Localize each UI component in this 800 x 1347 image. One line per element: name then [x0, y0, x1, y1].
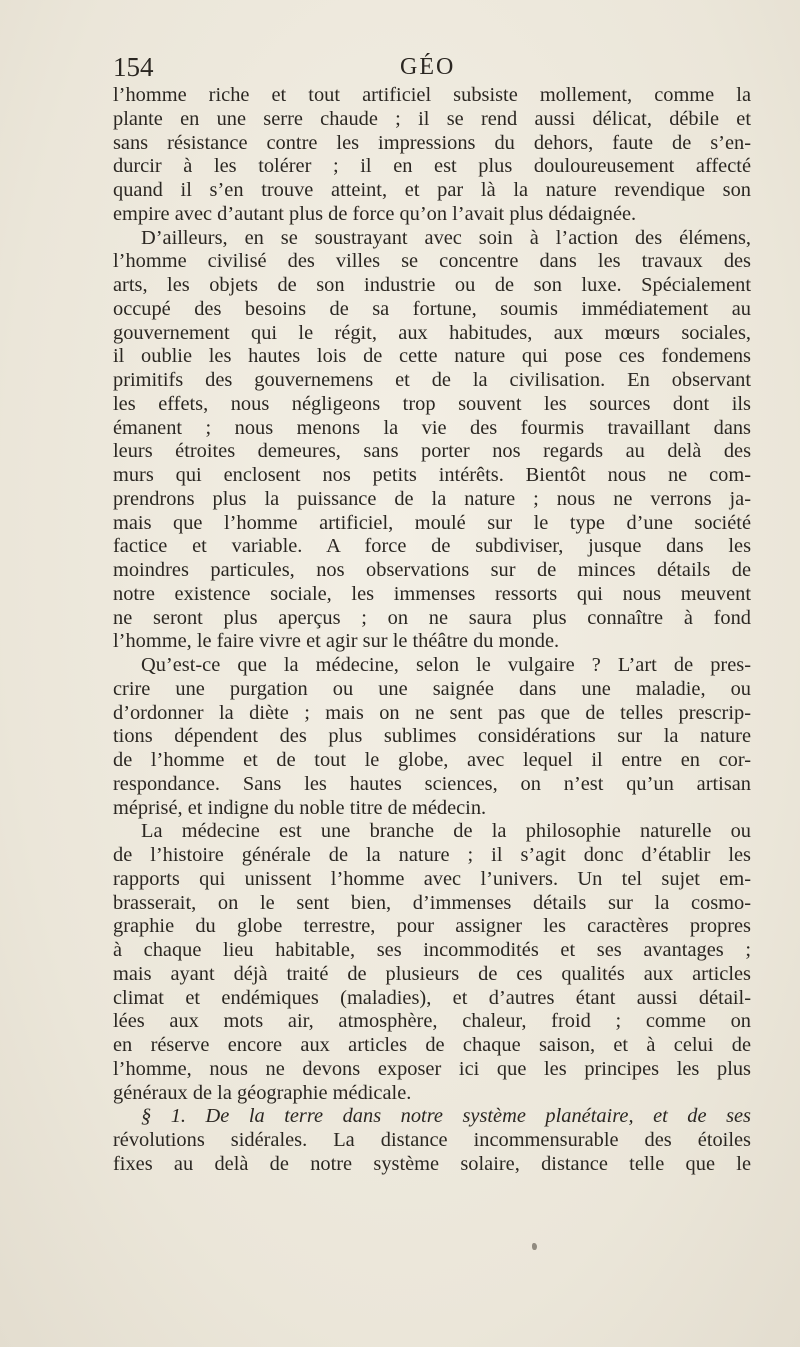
text-line: méprisé, et indigne du noble titre de médecin. [113, 796, 487, 819]
body-text [113, 84, 751, 1177]
text-line: brasserait, on le sent bien, d’immenses détails sur la cosmo- [113, 891, 751, 914]
text-line: fixes au delà de notre système solaire, distance telle que le [113, 1152, 751, 1175]
text-line: émanent ; nous menons la vie des fourmis travaillant dans [113, 416, 751, 439]
text-line: leurs étroites demeures, sans porter nos regards au delà des [113, 440, 751, 463]
text-line: ne seront plus aperçus ; on ne saura plus connaître à fond [113, 606, 751, 629]
text-line: sans résistance contre les impressions du dehors, faute de s’en- [113, 131, 751, 154]
text-line: empire avec d’autant plus de force qu’on l’avait plus dédaignée. [113, 202, 637, 225]
text-line: révolutions sidérales. La distance incommensurable des étoiles [113, 1129, 751, 1151]
text-line: de l’histoire générale de la nature ; il s’agit donc d’établir les [113, 844, 751, 866]
text-line: d’ordonner la diète ; mais on ne sent pas que de telles prescrip- [113, 701, 751, 724]
section-heading-line: § 1. De la terre dans notre système planétaire, et de ses [141, 1105, 751, 1128]
text-line: La médecine est une branche de la philosophie naturelle ou [141, 820, 751, 843]
text-line: D’ailleurs, en se soustrayant avec soin à l’action des élémens, [141, 226, 751, 249]
page-number: 154 [113, 52, 154, 82]
text-line: moindres particules, nos observations sur de minces détails de [113, 559, 751, 581]
text-line: de l’homme et de tout le globe, avec lequel il entre en cor- [113, 749, 751, 771]
text-line: l’homme civilisé des villes se concentre dans les travaux des [113, 250, 751, 273]
text-line: plante en une serre chaude ; il se rend aussi délicat, débile et [113, 107, 751, 130]
text-line: Qu’est-ce que la médecine, selon le vulgaire ? L’art de pres- [141, 654, 751, 676]
text-line: mais que l’homme artificiel, moulé sur le type d’une société [113, 511, 751, 534]
text-line: respondance. Sans les hautes sciences, on n’est qu’un artisan [113, 772, 751, 795]
text-line: prendrons plus la puissance de la nature ; nous ne verrons ja- [113, 487, 751, 510]
text-line: les effets, nous négligeons trop souvent les sources dont ils [113, 392, 751, 415]
text-line: lées aux mots air, atmosphère, chaleur, froid ; comme on [113, 1010, 751, 1033]
text-line: occupé des besoins de sa fortune, soumis immédiatement au [113, 297, 751, 320]
text-line: durcir à les tolérer ; il en est plus douloureusement affecté [113, 155, 751, 178]
text-line: l’homme, nous ne devons exposer ici que les principes les plus [113, 1057, 751, 1080]
text-line: murs qui enclosent nos petits intérêts. Bientôt nous ne com- [113, 464, 751, 486]
text-line: notre existence sociale, les immenses ressorts qui nous meuvent [113, 582, 751, 605]
running-title: GÉO [400, 54, 456, 80]
text-line: quand il s’en trouve atteint, et par là la nature revendique son [113, 179, 751, 201]
text-line: graphie du globe terrestre, pour assigner les caractères propres [113, 915, 751, 938]
text-line: mais ayant déjà traité de plusieurs de ces qualités aux articles [113, 962, 751, 985]
text-line: crire une purgation ou une saignée dans une maladie, ou [113, 677, 751, 700]
text-line: factice et variable. A force de subdiviser, jusque dans les [113, 535, 751, 558]
text-line: primitifs des gouvernemens et de la civilisation. En observant [113, 369, 751, 391]
text-line: généraux de la géographie médicale. [113, 1081, 412, 1104]
text-line: il oublie les hautes lois de cette nature qui pose ces fondemens [113, 345, 751, 368]
text-line: arts, les objets de son industrie ou de son luxe. Spécialement [113, 274, 751, 296]
text-line: rapports qui unissent l’homme avec l’univers. Un tel sujet em- [113, 867, 751, 890]
text-line: l’homme, le faire vivre et agir sur le théâtre du monde. [113, 630, 560, 653]
text-line: en réserve encore aux articles de chaque saison, et à celui de [113, 1034, 751, 1056]
ink-speck [532, 1243, 537, 1250]
page-header [113, 52, 753, 82]
text-line: gouvernement qui le régit, aux habitudes, aux mœurs sociales, [113, 321, 751, 344]
text-line: à chaque lieu habitable, ses incommodités et ses avantages ; [113, 939, 751, 961]
text-line: l’homme riche et tout artificiel subsiste mollement, comme la [113, 84, 751, 106]
text-line: tions dépendent des plus sublimes considérations sur la nature [113, 725, 751, 748]
text-line: climat et endémiques (maladies), et d’autres étant aussi détail- [113, 986, 751, 1009]
